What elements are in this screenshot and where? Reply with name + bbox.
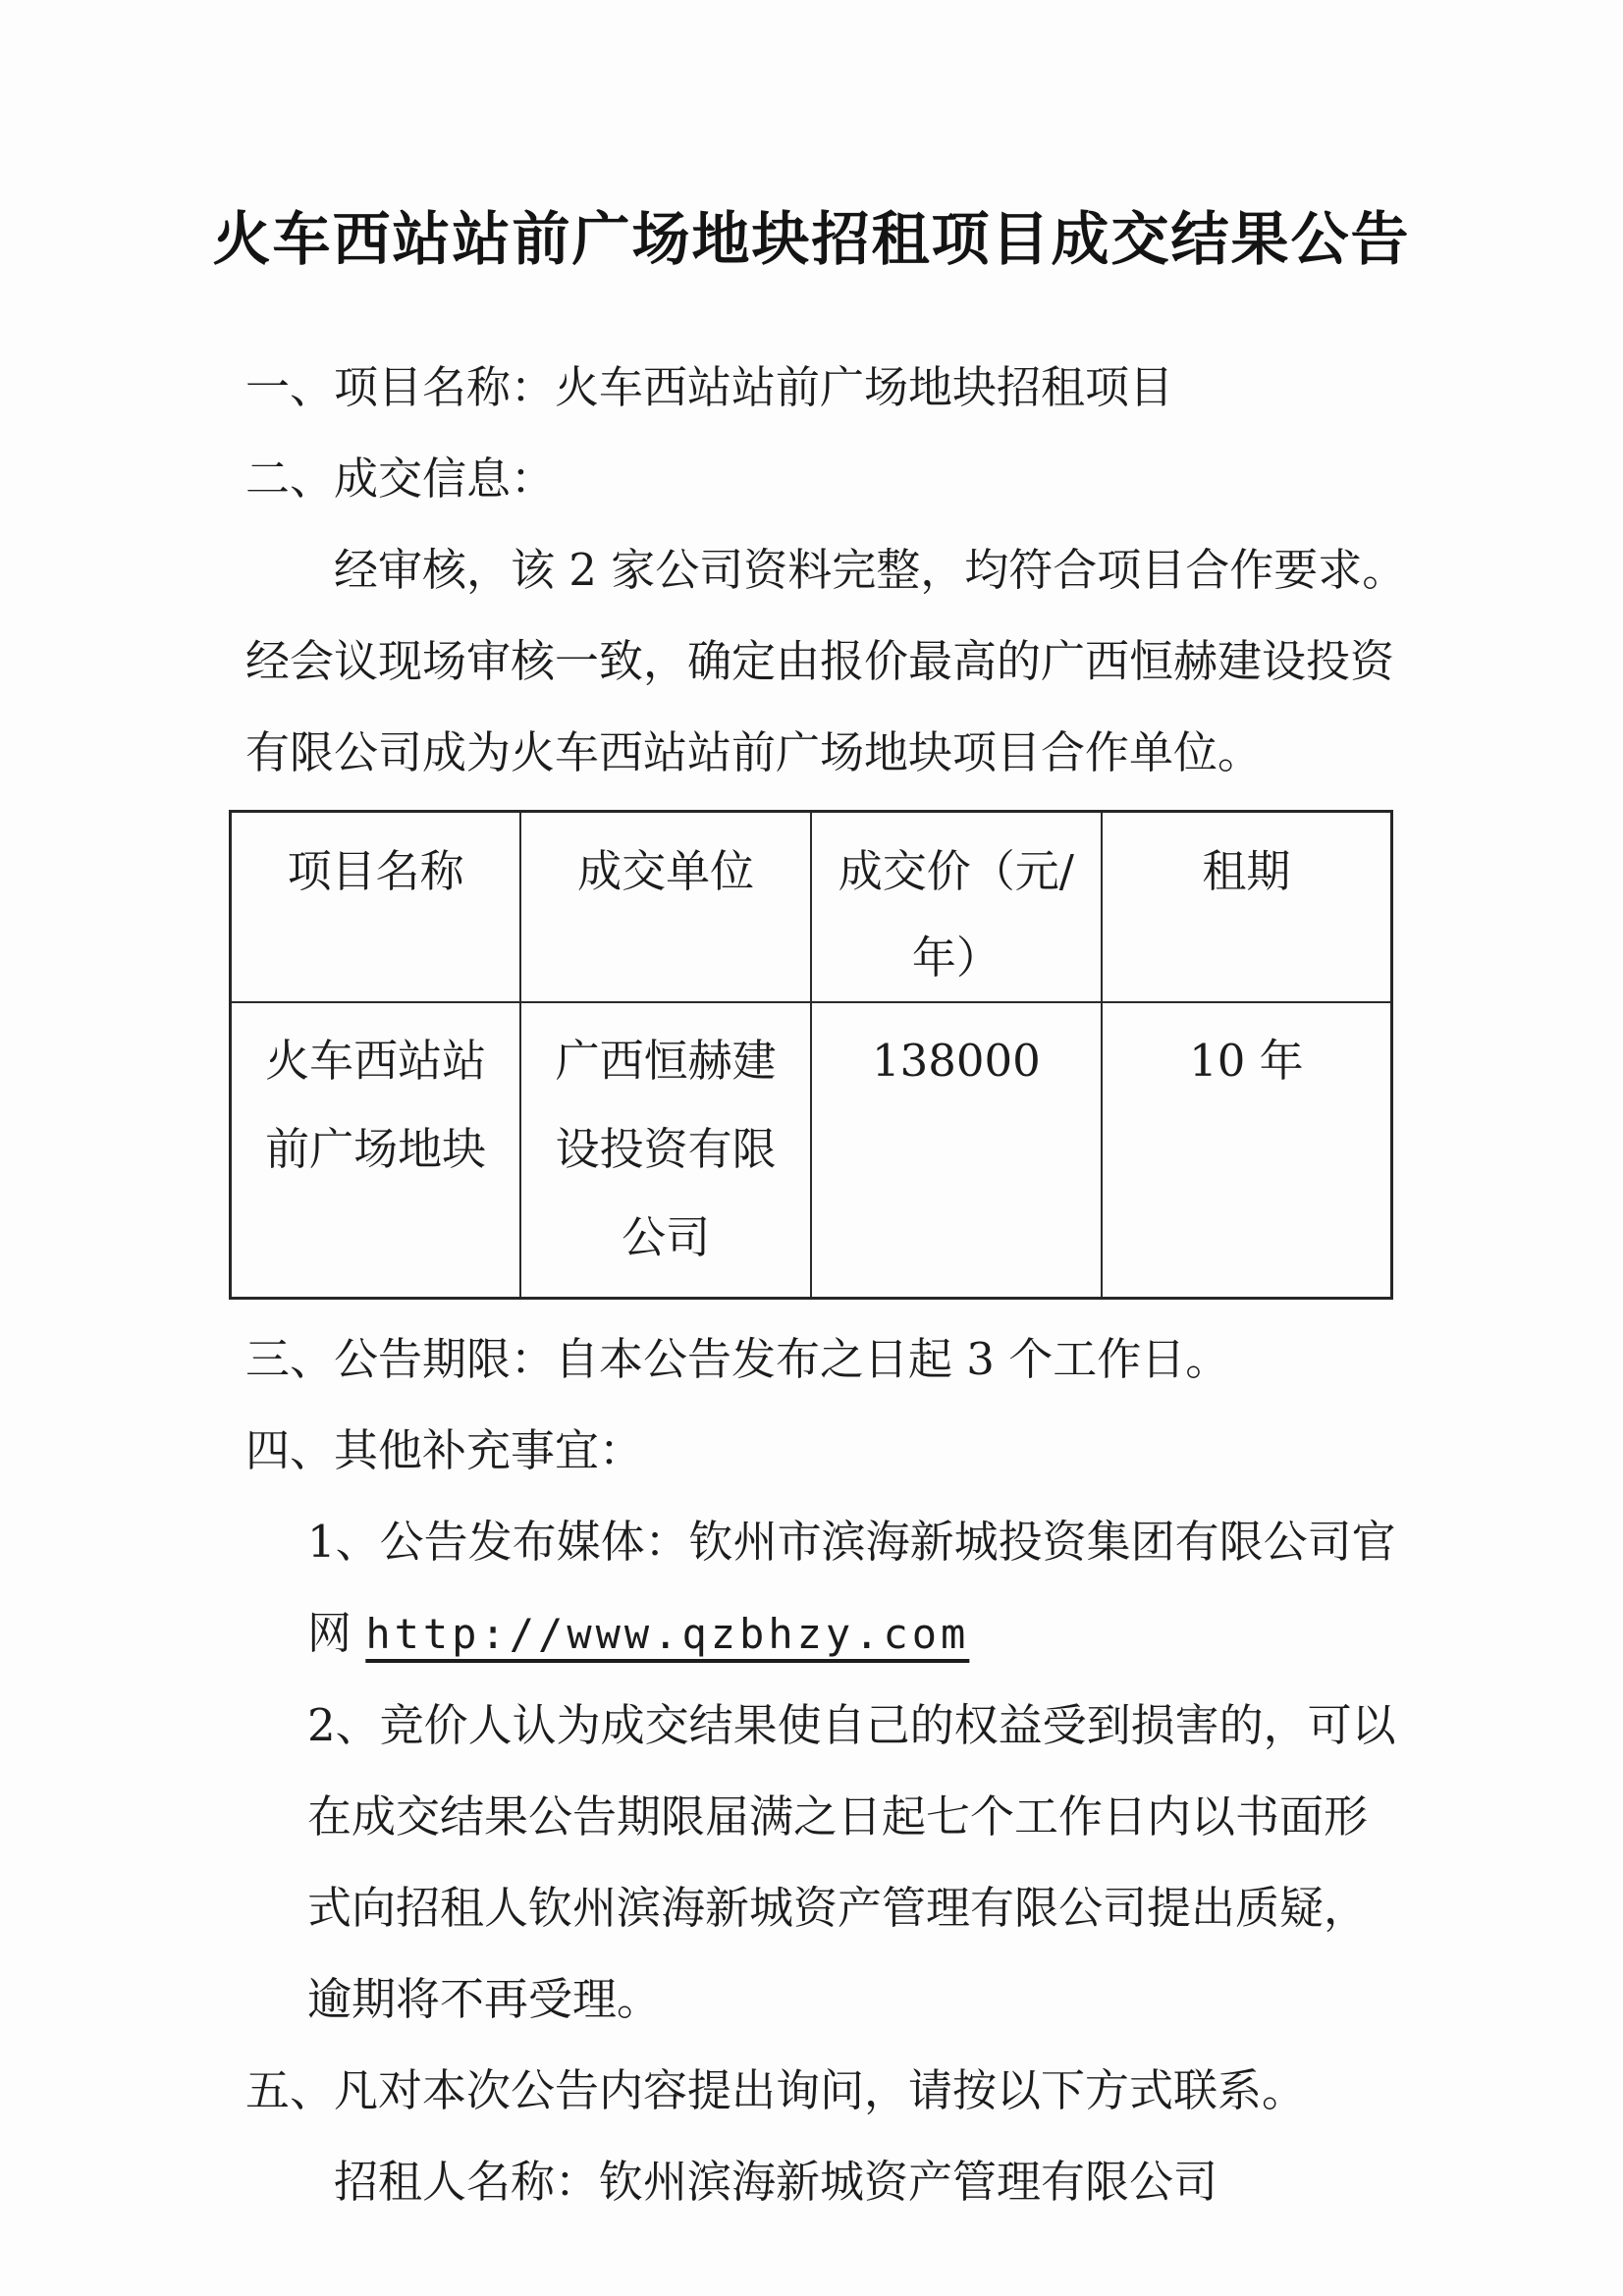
section-5-contact-note: 五、凡对本次公告内容提出询问，请按以下方式联系。 [245, 2064, 1307, 2116]
table-row [231, 1002, 1392, 1299]
table-cell-project-name: 火车西站站前广场地块 [231, 1002, 521, 1299]
lessor-name-line: 招租人名称：钦州滨海新城资产管理有限公司 [334, 2156, 1218, 2208]
item-2-line: 逾期将不再受理。 [307, 1973, 662, 2025]
deal-result-table [229, 810, 1393, 1300]
item-1-line [307, 1587, 1455, 1680]
table-cell-lease-term: 10 年 [1102, 1002, 1392, 1299]
supplement-items [307, 1496, 1455, 2045]
table-header-deal-unit: 成交单位 [520, 812, 811, 1003]
deal-info-paragraph [245, 524, 1455, 798]
section-2-deal-info-heading: 二、成交信息： [245, 453, 556, 505]
announcement-website-link[interactable]: http://www.qzbhzy.com [365, 1610, 970, 1658]
supplement-item-1 [307, 1496, 1455, 1680]
paragraph-line: 经审核，该 2 家公司资料完整，均符合项目合作要求。 [334, 544, 1407, 596]
table-header-project-name: 项目名称 [231, 812, 521, 1003]
table-header-lease-term: 租期 [1102, 812, 1392, 1003]
item-1-line-prefix: 网 [307, 1607, 366, 1659]
table-header-deal-price: 成交价（元/年） [811, 812, 1102, 1003]
document-body [245, 342, 1455, 2227]
table-cell-deal-price: 138000 [811, 1002, 1102, 1299]
item-2-line: 式向招租人钦州滨海新城资产管理有限公司提出质疑， [307, 1882, 1369, 1934]
supplement-item-2 [307, 1680, 1455, 2045]
item-1-line: 1、公告发布媒体：钦州市滨海新城投资集团有限公司官 [307, 1516, 1396, 1568]
section-4-supplement-heading: 四、其他补充事宜： [245, 1424, 644, 1476]
paragraph-line: 有限公司成为火车西站站前广场地块项目合作单位。 [245, 726, 1263, 778]
paragraph-line: 经会议现场审核一致，确定由报价最高的广西恒赫建设投资 [245, 635, 1395, 687]
section-3-notice-period: 三、公告期限：自本公告发布之日起 3 个工作日。 [245, 1333, 1230, 1385]
item-2-line: 在成交结果公告期限届满之日起七个工作日内以书面形 [307, 1790, 1369, 1842]
table-cell-deal-unit: 广西恒赫建设投资有限公司 [520, 1002, 811, 1299]
section-1-project-name: 一、项目名称：火车西站站前广场地块招租项目 [245, 361, 1174, 413]
table-header-row [231, 812, 1392, 1003]
item-2-line: 2、竞价人认为成交结果使自己的权益受到损害的，可以 [307, 1699, 1396, 1751]
page-title: 火车西站站前广场地块招租项目成交结果公告 [212, 205, 1411, 273]
